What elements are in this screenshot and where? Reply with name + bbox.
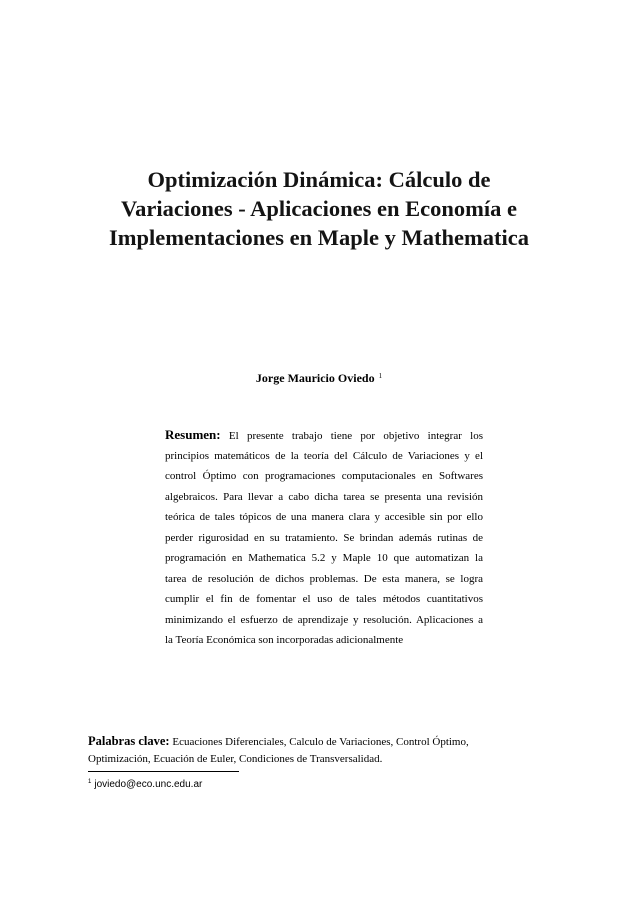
abstract-line: minimizando el esfuerzo de aprendizaje y resolución. Aplicaciones a <box>165 613 483 626</box>
abstract-line: la Teoría Económica son incorporadas adicionalmente <box>165 634 404 646</box>
abstract-line: programación en Mathematica 5.2 y Maple 10 que automatizan la <box>165 552 483 564</box>
author-line <box>0 371 638 386</box>
keywords-text: Ecuaciones Diferenciales, Calculo de Variaciones, Control Óptimo, <box>172 736 469 748</box>
author-footnote-mark: 1 <box>378 372 383 380</box>
abstract-line: perder rigurosidad en su tratamiento. Se brindan además rutinas de <box>165 531 483 544</box>
abstract-line: algebraicos. Para llevar a cabo dicha tarea se presenta una revisión <box>165 490 483 503</box>
abstract <box>165 425 483 651</box>
abstract-line: tarea de resolución de dichos problemas. De esta manera, se logra <box>165 572 483 585</box>
abstract-line: teórica de tales tópicos de una manera clara y accesible sin por ello <box>165 511 483 523</box>
abstract-line: cumplir el fin de fomentar el uso de tales métodos cuantitativos <box>165 593 483 605</box>
paper-title <box>60 165 578 252</box>
footnote-divider <box>88 771 239 772</box>
keywords <box>88 733 508 768</box>
title-line: Variaciones - Aplicaciones en Economía e <box>120 196 518 221</box>
keywords-text: Optimización, Ecuación de Euler, Condiciones de Transversalidad. <box>88 753 383 765</box>
footnote-email: joviedo@eco.unc.edu.ar <box>94 779 203 790</box>
footnote-mark: 1 <box>88 779 92 785</box>
abstract-line: control Óptimo con programaciones computacionales en Softwares <box>165 470 483 482</box>
abstract-line: principios matemáticos de la teoría del Cálculo de Variaciones y el <box>165 449 483 462</box>
keywords-label: Palabras clave: <box>88 734 170 748</box>
title-line: Implementaciones en Maple y Mathematica <box>109 225 529 250</box>
abstract-text: El presente trabajo tiene por objetivo integrar los <box>228 430 484 442</box>
abstract-line <box>165 425 483 446</box>
title-line: Optimización Dinámica: Cálculo de <box>147 167 491 192</box>
author-name: Jorge Mauricio Oviedo <box>255 371 375 385</box>
footnote <box>88 779 202 790</box>
abstract-label: Resumen: <box>165 427 221 442</box>
